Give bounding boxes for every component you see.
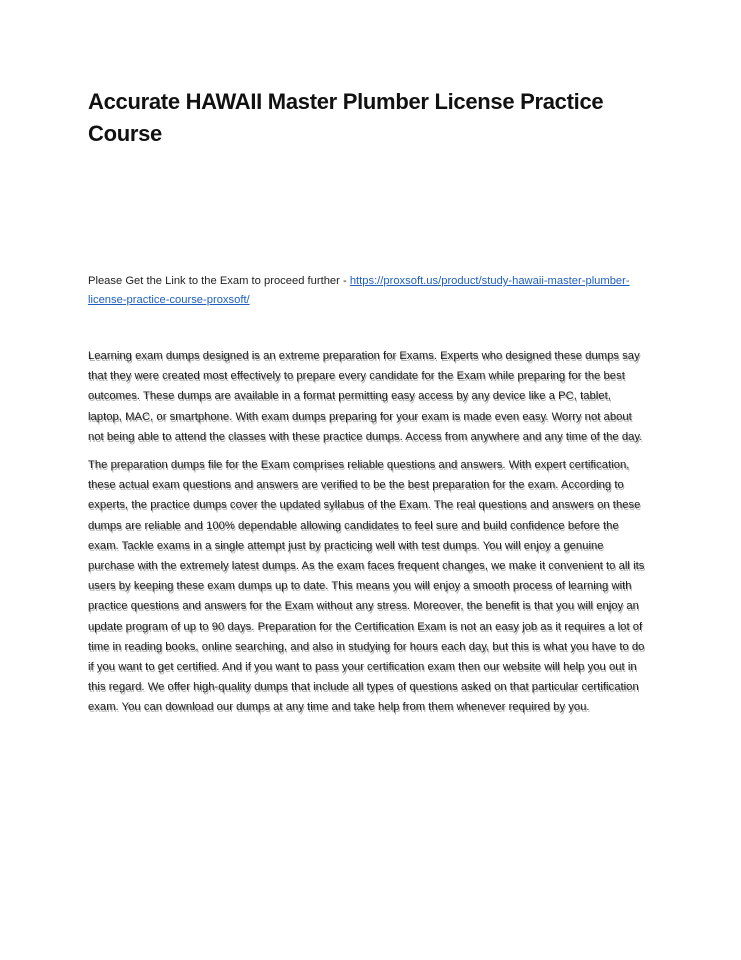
- body-paragraph-2: The preparation dumps file for the Exam comprises reliable questions and answers. With expert certification, these actual exam questions and answers are verified to be the best preparation for the exam. According to experts, the practice dumps cover the updated syllabus of the Exam. The real questions and answers on these dumps are reliable and 100% dependable allowing candidates to feel sure and build confidence before the exam. Tackle exams in a single attempt just by practicing well with test dumps. You will enjoy a genuine purchase with the extremely latest dumps. As the exam faces frequent changes, we make it convenient to all its users by keeping these exam dumps up to date. This means you will enjoy a smooth process of learning with practice questions and answers for the Exam without any stress. Moreover, the benefit is that you will enjoy an update program of up to 90 days. Preparation for the Certification Exam is not an easy job as it requires a lot of time in reading books, online searching, and also in studying for hours each day, but this is what you have to do if you want to get certified. And if you want to pass your certification exam then our website will help you out in this regard. We offer high-quality dumps that include all types of questions asked on that particular certification exam. You can download our dumps at any time and take help from them whenever required by you.: [88, 459, 645, 714]
- page-title: Accurate HAWAII Master Plumber License Practice Course: [88, 89, 604, 146]
- link-prefix-text: Please Get the Link to the Exam to proceed further -: [88, 275, 350, 287]
- exam-link-paragraph: [88, 272, 658, 310]
- body-text: [88, 346, 648, 726]
- body-paragraph-1: Learning exam dumps designed is an extreme preparation for Exams. Experts who designed these dumps say that they were created most effectively to prepare every candidate for the Exam while preparing for the best outcomes. These dumps are available in a format permitting easy access by any device like a PC, tablet, laptop, MAC, or smartphone. With exam dumps preparing for your exam is made even easy. Worry not about not being able to attend the classes with these practice dumps. Access from anywhere and any time of the day.: [88, 350, 643, 443]
- exam-link[interactable]: https://proxsoft.us/product/study-hawaii-master-plumber-license-practice-course-proxsoft/: [88, 275, 630, 306]
